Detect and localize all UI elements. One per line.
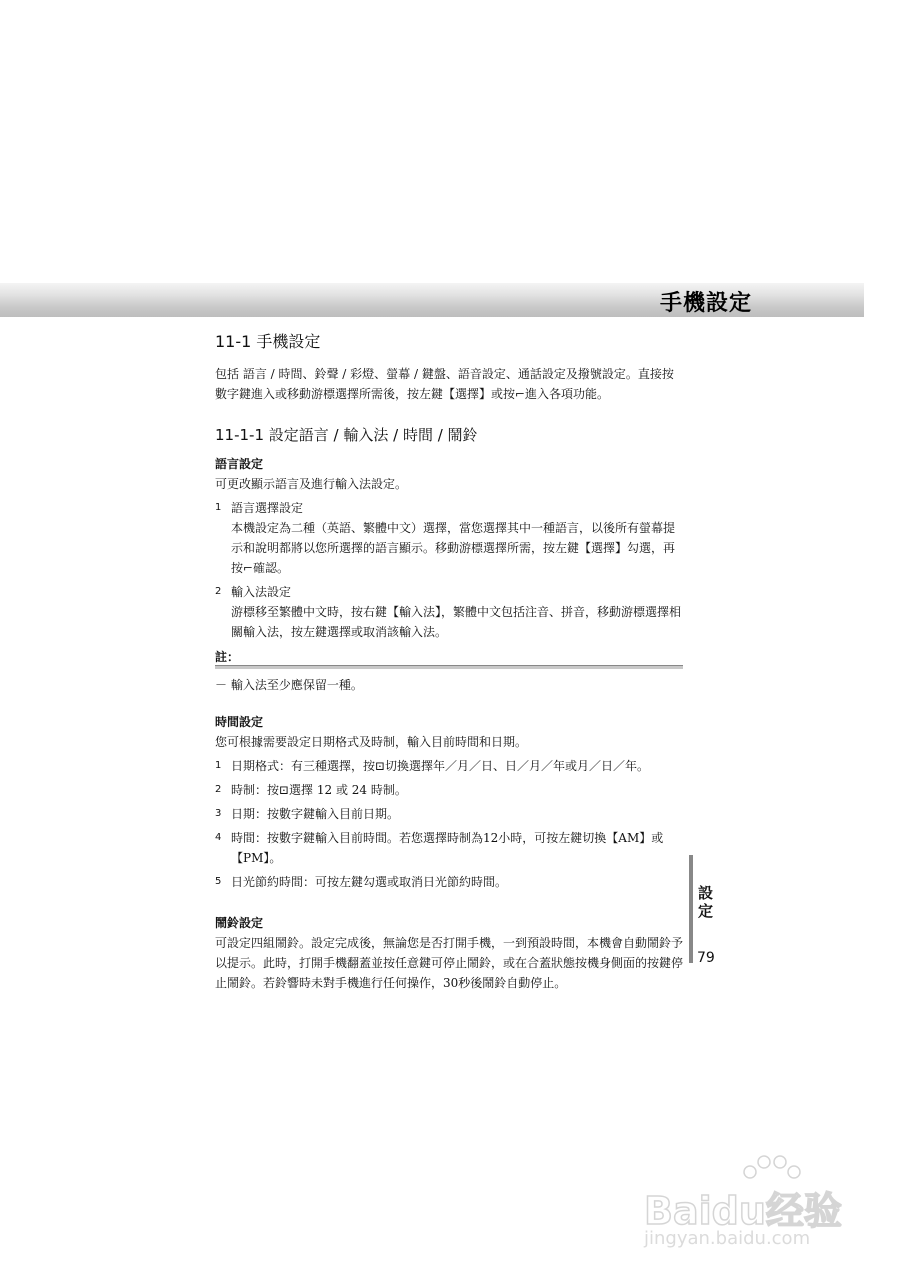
note-label: 註： (215, 650, 240, 664)
watermark-logo: Baidu经验 (644, 1189, 842, 1233)
list-item (215, 828, 683, 868)
item-number: 4 (215, 832, 222, 843)
section-title: 11-1 手機設定 (215, 332, 321, 351)
note-text: － 輸入法至少應保留一種。 (215, 678, 363, 692)
item-text: 時間：按數字鍵輸入目前時間。若您選擇時制為12小時，可按左鍵切換【AM】或【PM】。 (231, 831, 664, 865)
item-number: 5 (215, 876, 222, 887)
language-desc: 可更改顯示語言及進行輸入法設定。 (215, 477, 408, 491)
list-item (215, 498, 683, 518)
chapter-title: 手機設定 (659, 290, 752, 316)
item-title: 輸入法設定 (231, 585, 292, 599)
list-item (215, 804, 683, 824)
item-number: 3 (215, 808, 222, 819)
baidu-watermark (640, 1150, 880, 1260)
page-content (215, 329, 683, 993)
item-number: 1 (215, 502, 222, 513)
chapter-tab-bar (689, 855, 693, 963)
item-number: 1 (215, 760, 222, 771)
alarm-desc: 可設定四組鬧鈴。設定完成後，無論您是否打開手機，一到預設時間，本機會自動鬧鈴予以提示。此時，打開手機翻蓋並按任意鍵可停止鬧鈴，或在合蓋狀態按機身側面的按鍵停止鬧鈴。若鈴響時未對手機進行任何操作，30秒後鬧鈴自動停止。 (215, 936, 684, 990)
watermark-url: jingyan.baidu.com (644, 1228, 811, 1249)
item-body: 游標移至繁體中文時，按右鍵【輸入法】，繁體中文包括注音、拼音，移動游標選擇相關輸入法，按左鍵選擇或取消該輸入法。 (231, 605, 682, 639)
list-item (215, 582, 683, 602)
note-divider (215, 665, 683, 669)
alarm-heading: 鬧鈴設定 (215, 916, 264, 930)
item-text: 時制：按⊡選擇 12 或 24 時制。 (231, 783, 407, 797)
chapter-side-label: 設定 (698, 884, 714, 920)
item-text: 日期：按數字鍵輸入目前日期。 (231, 807, 400, 821)
time-desc: 您可根據需要設定日期格式及時制，輸入目前時間和日期。 (215, 735, 528, 749)
item-number: 2 (215, 784, 222, 795)
item-text: 日期格式：有三種選擇，按⊡切換選擇年／月／日、日／月／年或月／日／年。 (231, 759, 650, 773)
item-text: 日光節約時間：可按左鍵勾選或取消日光節約時間。 (231, 875, 508, 889)
list-item (215, 756, 683, 776)
list-item (215, 780, 683, 800)
page-number: 79 (697, 950, 715, 966)
list-item (215, 872, 683, 892)
item-number: 2 (215, 586, 222, 597)
time-heading: 時間設定 (215, 715, 264, 729)
item-title: 語言選擇設定 (231, 501, 304, 515)
item-body: 本機設定為二種（英語、繁體中文）選擇，當您選擇其中一種語言，以後所有螢幕提示和說明都將以您所選擇的語言顯示。移動游標選擇所需，按左鍵【選擇】勾選，再按⌐確認。 (231, 521, 676, 575)
section-intro: 包括 語言 / 時間、鈴聲 / 彩燈、螢幕 / 鍵盤、語音設定、通話設定及撥號設定。直接按數字鍵進入或移動游標選擇所需後，按左鍵【選擇】或按⌐進入各項功能。 (215, 367, 674, 401)
subsection-title: 11-1-1 設定語言 / 輸入法 / 時間 / 鬧鈴 (215, 426, 478, 444)
language-heading: 語言設定 (215, 457, 264, 471)
